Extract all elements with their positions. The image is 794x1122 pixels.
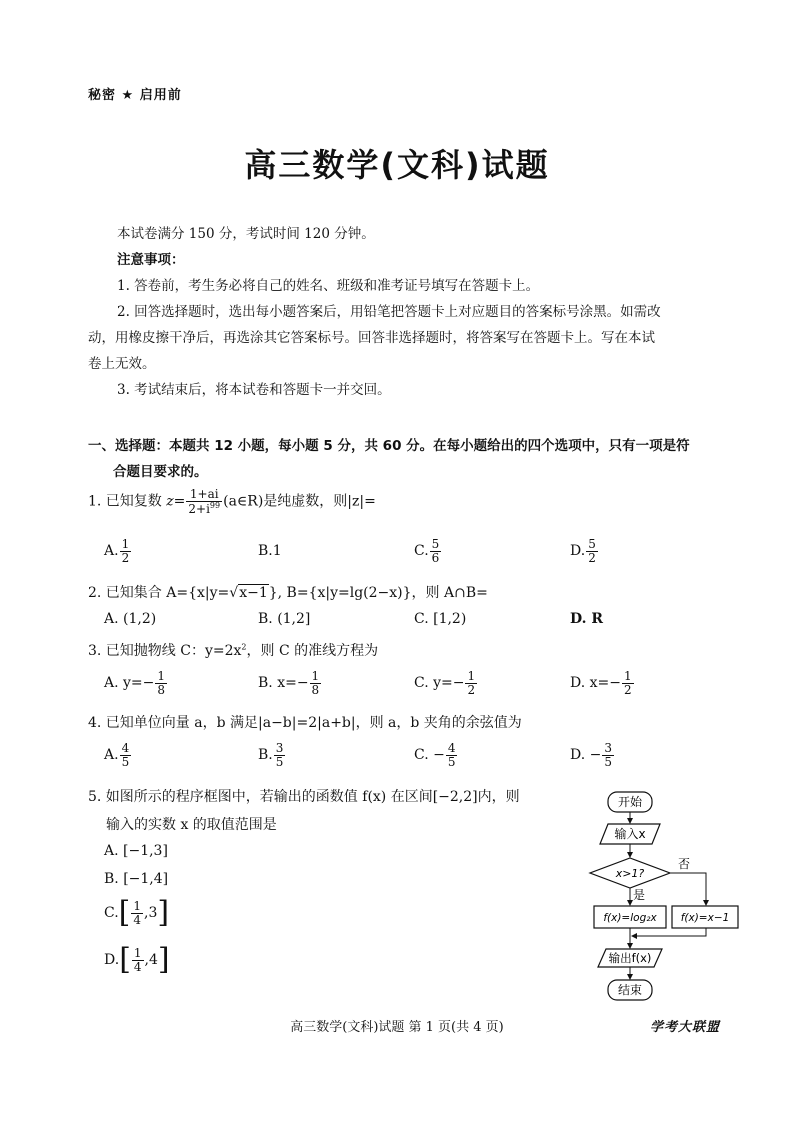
question-4: 4. 已知单位向量 a，b 满足|a−b|=2|a+b|，则 a，b 夹角的余弦值为 <box>88 715 522 731</box>
notes-heading: 注意事项： <box>117 252 185 268</box>
note-1: 1. 答卷前，考生务必将自己的姓名、班级和准考证号填写在答题卡上。 <box>117 278 540 294</box>
publisher-logo: 学考大联盟 <box>650 1020 721 1035</box>
q5-option-a: A. [−1,3] <box>104 843 168 859</box>
flow-yes-label: 是 <box>633 888 646 902</box>
q2-option-d: D. R <box>570 611 604 627</box>
flow-output-label: 输出f(x) <box>608 951 652 965</box>
section-heading-line-2: 合题目要求的。 <box>113 464 208 480</box>
question-5-line-2: 输入的实数 x 的取值范围是 <box>106 817 277 833</box>
q4-option-b: B. $\frac{3}{5}$ <box>258 741 284 769</box>
note-2-line-3: 卷上无效。 <box>88 356 156 372</box>
section-heading-line-1: 一、选择题：本题共 12 小题，每小题 5 分，共 60 分。在每小题给出的四个选项中，只有一项是符 <box>88 438 690 454</box>
q3-option-c: C. y=− $\frac{1}{2}$ <box>414 669 476 697</box>
q4-option-d: D. − $\frac{3}{5}$ <box>570 741 612 769</box>
flow-end-label: 结束 <box>617 983 643 997</box>
q2-option-a: A. (1,2) <box>104 611 157 627</box>
question-5-line-1: 5. 如图所示的程序框图中，若输出的函数值 f(x) 在区间[−2,2]内，则 <box>88 789 520 805</box>
q5-option-c: C.[ $\frac{1}{4}$ ,3] <box>104 895 170 930</box>
q4-option-a: A. $\frac{4}{5}$ <box>104 741 130 769</box>
question-3: 3. 已知抛物线 C：$y=2x^2$，则 C 的准线方程为 <box>88 642 379 659</box>
exam-intro: 本试卷满分 150 分，考试时间 120 分钟。 <box>117 226 375 242</box>
flow-left-label: f(x)=log₂x <box>603 912 657 924</box>
flow-right-label: f(x)=x−1 <box>680 912 730 924</box>
note-3: 3. 考试结束后，将本试卷和答题卡一并交回。 <box>117 382 391 398</box>
q3-option-a: A. y=− $\frac{1}{8}$ <box>104 669 166 697</box>
q5-option-d: D.[ $\frac{1}{4}$ ,4] <box>104 942 170 977</box>
question-2: 2. 已知集合 A={x|y=√x−1}, B={x|y=lg(2−x)}，则 A∩B= <box>88 585 488 601</box>
q3-option-d: D. x=− $\frac{1}{2}$ <box>570 669 632 697</box>
q2-option-b: B. (1,2] <box>258 611 311 627</box>
flow-arrow-merge <box>632 928 706 936</box>
flow-input-label: 输入x <box>614 827 646 841</box>
note-2-line-1: 2. 回答选择题时，选出每小题答案后，用铅笔把答题卡上对应题目的答案标号涂黑。如需改 <box>117 304 661 320</box>
q5-option-b: B. [−1,4] <box>104 871 169 887</box>
q1-option-a: A. $\frac{1}{2}$ <box>104 537 130 565</box>
flowchart <box>578 786 748 1006</box>
flow-no-label: 否 <box>678 857 691 871</box>
flow-decision-label: x>1? <box>615 867 645 880</box>
question-1: 1. 已知复数 z= $\frac{1+ai}{2+i^{99}}$ (a∈R)是纯虚数，则|z|= <box>88 487 376 516</box>
q1-option-d: D. $\frac{5}{2}$ <box>570 537 596 565</box>
note-2-line-2: 动，用橡皮擦干净后，再选涂其它答案标号。回答非选择题时，将答案写在答题卡上。写在本试 <box>88 330 655 346</box>
q4-option-c: C. − $\frac{4}{5}$ <box>414 741 456 769</box>
confidential-mark: 秘密 ★ 启用前 <box>88 88 182 103</box>
q1-option-c: C. $\frac{5}{6}$ <box>414 537 440 565</box>
q1-option-b: B.1 <box>258 543 282 559</box>
page-footer: 高三数学(文科)试题 第 1 页(共 4 页) <box>290 1020 504 1035</box>
page-title: 高三数学(文科)试题 <box>244 146 550 184</box>
flow-start-label: 开始 <box>617 795 643 809</box>
flow-arrow-no <box>670 873 706 905</box>
q2-option-c: C. [1,2) <box>414 611 467 627</box>
q3-option-b: B. x=− $\frac{1}{8}$ <box>258 669 320 697</box>
